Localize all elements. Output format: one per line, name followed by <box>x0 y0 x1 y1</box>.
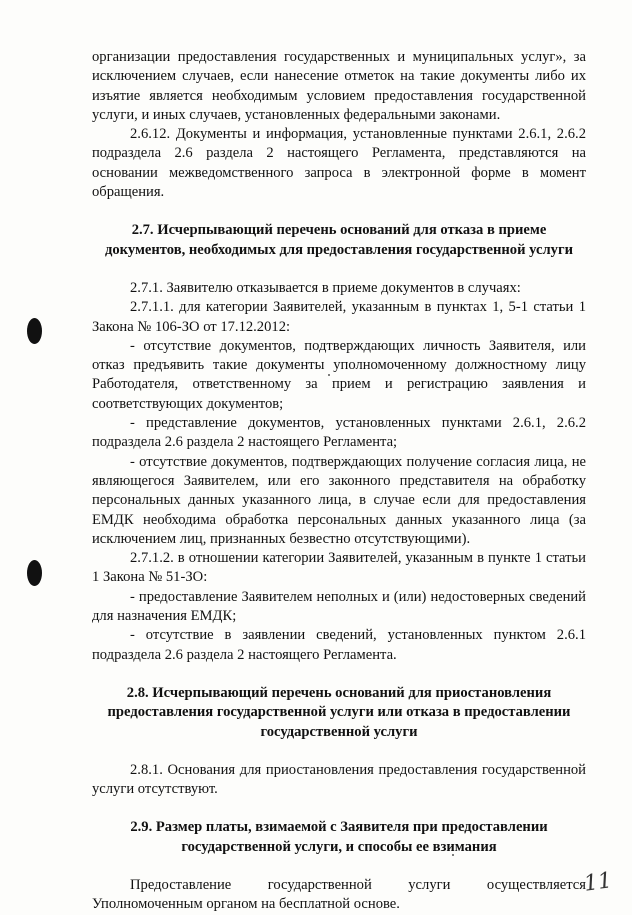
paragraph-missing-info: - отсутствие в заявлении сведений, установленных пунктом 2.6.1 подраздела 2.6 раздела 2 настоящего Регламента. <box>92 627 586 663</box>
heading-2-8-line2: предоставления государственной услуги или отказа в предоставлении <box>107 704 571 721</box>
heading-2-8-line1: 2.8. Исчерпывающий перечень оснований для приостановления <box>126 684 552 701</box>
heading-2-9-line2: государственной услуги, и способы ее взимания <box>181 838 497 855</box>
heading-2-8-line3: государственной услуги <box>260 723 418 740</box>
binder-hole-bottom <box>27 560 42 586</box>
heading-2-8 <box>92 684 586 742</box>
paragraph-2-8-1: 2.8.1. Основания для приостановления предоставления государственной услуги отсутствуют. <box>92 761 586 798</box>
paragraph-no-consent: - отсутствие документов, подтверждающих получение согласия лица, не являющегося Заявителем, или его законного представителя на обработку персональных данных указанного лица, в случае если для предоставления ЕМДК необходима обработка персональных данных указанного лица (за исключением лиц, признанных безвестно отсутствующими). <box>92 453 586 547</box>
paragraph-2-6-12: 2.6.12. Документы и информация, установленные пунктами 2.6.1, 2.6.2 подраздела 2.6 раздела 2 настоящего Регламента, представляются на основании межведомственного запроса в электронной форме в момент обращения. <box>92 126 586 201</box>
paragraph-submitted-docs: - представление документов, установленных пунктами 2.6.1, 2.6.2 подраздела 2.6 раздела 2 настоящего Регламента; <box>92 415 586 451</box>
paragraph-2-7-1-2: 2.7.1.2. в отношении категории Заявителей, указанным в пункте 1 статьи 1 Закона № 51-ЗО: <box>92 550 586 586</box>
binder-hole-top <box>27 318 42 344</box>
paragraph-no-identity-docs: - отсутствие документов, подтверждающих личность Заявителя, или отказ предъявить такие документы уполномоченному должностному лицу Работодателя, ответственному за прием и регистрацию заявления и соответствующих документов; <box>92 337 586 412</box>
heading-2-7 <box>92 221 586 260</box>
page-number: 11 <box>582 868 614 897</box>
paragraph-2-7-1: 2.7.1. Заявителю отказывается в приеме документов в случаях: <box>130 279 521 296</box>
heading-2-7-line2: документов, необходимых для предоставления государственной услуги <box>105 241 573 258</box>
paragraph-incomplete-info: - предоставление Заявителем неполных и (или) недостоверных сведений для назначения ЕМДК; <box>92 588 586 625</box>
document-page <box>92 48 586 915</box>
heading-2-9-line1: 2.9. Размер платы, взимаемой с Заявителя при предоставлении <box>130 819 548 836</box>
paragraph-continuation: организации предоставления государственных и муниципальных услуг», за исключением случаев, если нанесение отметок на такие документы либо их изъятие является необходимым условием предоставления государственной услуги, и иных случаев, установленных федеральными законами. <box>92 49 586 123</box>
paragraph-2-7-1-1: 2.7.1.1. для категории Заявителей, указанным в пунктах 1, 5-1 статьи 1 Закона № 106-ЗО от 17.12.2012: <box>92 299 586 335</box>
heading-2-9 <box>92 818 586 857</box>
paragraph-fee: Предоставление государственной услуги осуществляется Уполномоченным органом на бесплатной основе. <box>92 876 586 913</box>
heading-2-7-line1: 2.7. Исчерпывающий перечень оснований для отказа в приеме <box>131 222 547 239</box>
